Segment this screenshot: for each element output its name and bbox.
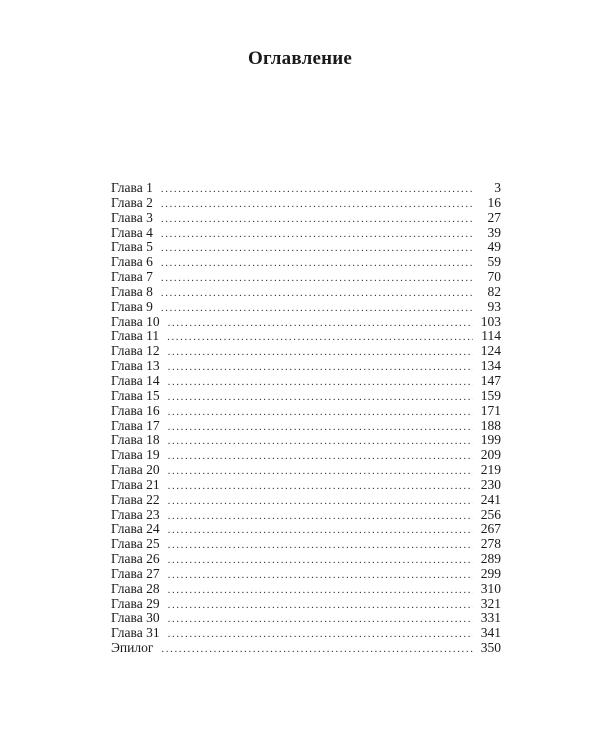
toc-entry-page-number: 289: [480, 551, 501, 567]
toc-entry[interactable]: [111, 597, 501, 612]
page-title: Оглавление: [247, 48, 353, 69]
toc-entry-label: Глава 27: [111, 565, 160, 581]
toc-entry-label: Глава 30: [111, 610, 160, 626]
toc-dot-leader: [168, 405, 473, 420]
toc-dot-leader: [168, 434, 473, 449]
toc-entry-page-number: 341: [480, 625, 501, 641]
toc-entry[interactable]: [111, 433, 501, 448]
toc-entry-label: Глава 4: [111, 224, 153, 240]
toc-dot-leader: [168, 360, 473, 375]
toc-entry[interactable]: [111, 211, 501, 226]
toc-dot-leader: [168, 464, 473, 479]
toc-entry-label: Глава 21: [111, 476, 160, 492]
toc-entry-page-number: 219: [480, 462, 501, 478]
toc-dot-leader: [168, 316, 473, 331]
toc-entry-label: Глава 31: [111, 625, 160, 641]
toc-entry-label: Глава 29: [111, 595, 160, 611]
toc-dot-leader: [161, 642, 473, 657]
toc-entry-label: Глава 10: [111, 313, 160, 329]
toc-entry[interactable]: [111, 448, 501, 463]
toc-entry-page-number: 103: [480, 313, 501, 329]
toc-entry[interactable]: [111, 626, 501, 641]
toc-dot-leader: [168, 345, 473, 360]
toc-entry-label: Глава 11: [111, 328, 160, 344]
toc-entry[interactable]: [111, 508, 501, 523]
toc-entry[interactable]: [111, 389, 501, 404]
toc-entry[interactable]: [111, 419, 501, 434]
toc-entry-page-number: 188: [480, 417, 501, 433]
toc-entry[interactable]: [111, 478, 501, 493]
toc-entry-label: Глава 2: [111, 194, 153, 210]
toc-entry-label: Глава 17: [111, 417, 160, 433]
toc-entry[interactable]: [111, 463, 501, 478]
toc-dot-leader: [168, 583, 473, 598]
toc-entry-page-number: 310: [480, 580, 501, 596]
toc-entry-page-number: 299: [480, 565, 501, 581]
toc-entry-label: Глава 14: [111, 372, 160, 388]
toc-entry-page-number: 159: [480, 387, 501, 403]
toc-entry[interactable]: [111, 404, 501, 419]
toc-entry-label: Глава 28: [111, 580, 160, 596]
toc-entry-label: Глава 12: [111, 343, 160, 359]
toc-entry-page-number: 171: [480, 402, 501, 418]
toc-entry-label: Глава 15: [111, 387, 160, 403]
toc-entry-page-number: 267: [480, 521, 501, 537]
toc-entry[interactable]: [111, 196, 501, 211]
toc-entry-label: Глава 20: [111, 462, 160, 478]
toc-entry-label: Глава 18: [111, 432, 160, 448]
toc-dot-leader: [168, 627, 473, 642]
toc-entry-page-number: 82: [487, 283, 501, 299]
toc-entry-label: Глава 22: [111, 491, 160, 507]
toc-dot-leader: [168, 568, 473, 583]
toc-entry[interactable]: [111, 522, 501, 537]
toc-entry-page-number: 124: [480, 343, 501, 359]
toc-dot-leader: [168, 494, 473, 509]
table-of-contents: [111, 181, 501, 656]
toc-entry-page-number: 70: [487, 269, 501, 285]
toc-entry[interactable]: [111, 537, 501, 552]
toc-entry-page-number: 350: [480, 640, 501, 656]
toc-entry-page-number: 39: [487, 224, 501, 240]
toc-entry-page-number: 278: [480, 536, 501, 552]
toc-entry-label: Глава 5: [111, 239, 153, 255]
toc-entry-page-number: 59: [487, 254, 501, 270]
toc-dot-leader: [161, 271, 473, 286]
toc-entry-label: Глава 16: [111, 402, 160, 418]
toc-entry-label: Глава 6: [111, 254, 153, 270]
toc-entry-page-number: 93: [487, 298, 501, 314]
toc-entry-page-number: 27: [487, 209, 501, 225]
toc-entry[interactable]: [111, 374, 501, 389]
toc-dot-leader: [168, 612, 473, 627]
toc-entry-page-number: 199: [480, 432, 501, 448]
toc-entry[interactable]: [111, 315, 501, 330]
toc-entry[interactable]: [111, 270, 501, 285]
toc-entry-page-number: 49: [487, 239, 501, 255]
toc-entry-label: Глава 23: [111, 506, 160, 522]
toc-entry[interactable]: [111, 552, 501, 567]
toc-entry-label: Глава 1: [111, 180, 153, 195]
toc-entry-page-number: 256: [480, 506, 501, 522]
toc-dot-leader: [168, 553, 473, 568]
toc-entry-page-number: 321: [480, 595, 501, 611]
toc-entry[interactable]: [111, 582, 501, 597]
toc-dot-leader: [161, 182, 473, 197]
toc-entry-label: Глава 19: [111, 447, 160, 463]
toc-entry-page-number: 134: [480, 358, 501, 374]
toc-entry-page-number: 209: [480, 447, 501, 463]
toc-entry[interactable]: [111, 240, 501, 255]
toc-entry-label: Глава 24: [111, 521, 160, 537]
toc-dot-leader: [161, 301, 473, 316]
toc-entry[interactable]: [111, 300, 501, 315]
toc-dot-leader: [161, 286, 473, 301]
toc-entry-page-number: 114: [481, 328, 501, 344]
toc-entry-page-number: 3: [494, 180, 501, 195]
toc-dot-leader: [161, 197, 473, 212]
toc-entry-label: Глава 26: [111, 551, 160, 567]
toc-entry[interactable]: [111, 181, 501, 196]
toc-entry-label: Глава 13: [111, 358, 160, 374]
toc-dot-leader: [161, 212, 473, 227]
toc-dot-leader: [168, 375, 473, 390]
toc-dot-leader: [168, 523, 473, 538]
toc-dot-leader: [168, 420, 473, 435]
toc-entry-label: Глава 3: [111, 209, 153, 225]
toc-entry[interactable]: [111, 641, 501, 656]
toc-dot-leader: [161, 256, 473, 271]
toc-entry-label: Эпилог: [111, 640, 154, 656]
toc-entry[interactable]: [111, 567, 501, 582]
toc-dot-leader: [168, 598, 473, 613]
toc-entry-page-number: 16: [487, 194, 501, 210]
toc-dot-leader: [168, 390, 473, 405]
toc-dot-leader: [168, 509, 473, 524]
toc-entry-page-number: 147: [480, 372, 501, 388]
toc-entry[interactable]: [111, 611, 501, 626]
toc-entry-label: Глава 25: [111, 536, 160, 552]
toc-dot-leader: [168, 538, 473, 553]
toc-entry[interactable]: [111, 359, 501, 374]
toc-dot-leader: [167, 330, 473, 345]
toc-entry[interactable]: [111, 226, 501, 241]
toc-entry-page-number: 331: [480, 610, 501, 626]
toc-dot-leader: [168, 479, 473, 494]
toc-dot-leader: [161, 241, 473, 256]
toc-entry[interactable]: [111, 255, 501, 270]
toc-entry-label: Глава 9: [111, 298, 153, 314]
toc-entry[interactable]: [111, 285, 501, 300]
toc-entry[interactable]: [111, 329, 501, 344]
toc-entry-page-number: 241: [480, 491, 501, 507]
toc-entry[interactable]: [111, 493, 501, 508]
toc-dot-leader: [168, 449, 473, 464]
toc-entry-label: Глава 7: [111, 269, 153, 285]
toc-entry-page-number: 230: [480, 476, 501, 492]
toc-dot-leader: [161, 227, 473, 242]
toc-entry-label: Глава 8: [111, 283, 153, 299]
toc-entry[interactable]: [111, 344, 501, 359]
